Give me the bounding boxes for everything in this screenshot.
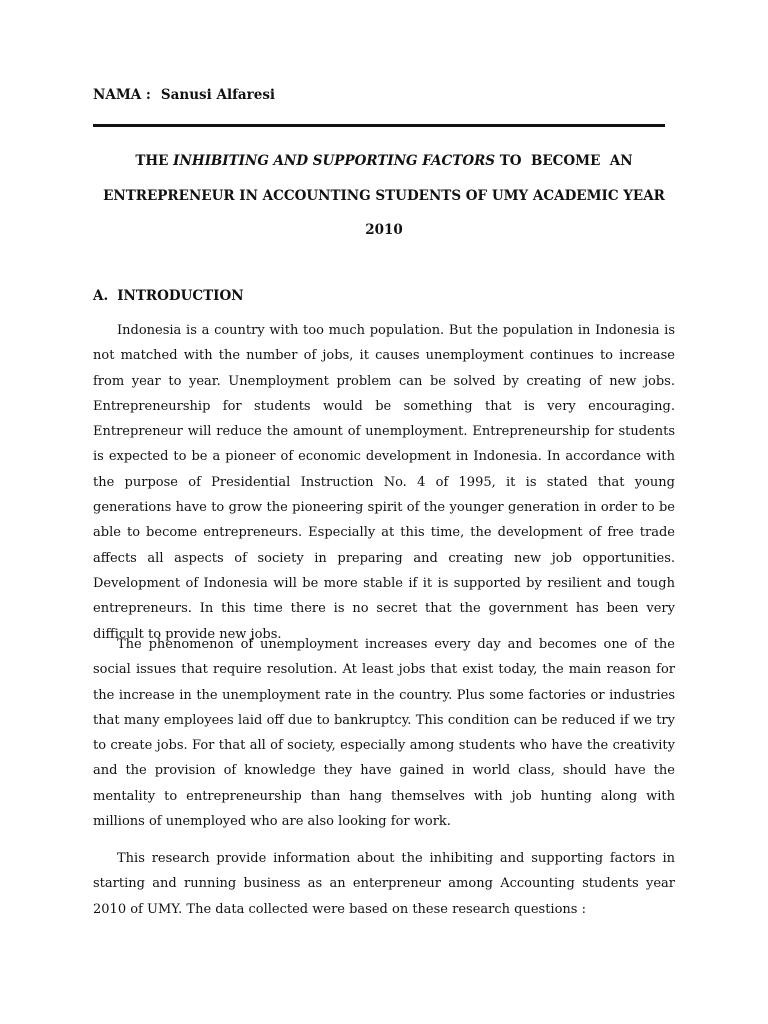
title-prefix: THE — [135, 153, 169, 169]
section-heading — [93, 288, 244, 304]
title-line1-suffix: TO BECOME AN — [499, 153, 633, 169]
paragraph-1: Indonesia is a country with too much population. But the population in Indonesia is not matched with the number of jobs, it causes unemployment continues to increase from year to year. Unemployment problem can be solved by creating of new jobs. Entrepreneurship for students would be something that is very encouraging. Entrepreneur will reduce the amount of unemployment. Entrepreneurship for students is expected to be a pioneer of economic development in Indonesia. In accordance with the purpose of Presidential Instruction No. 4 of 1995, it is stated that young generations have to grow the pioneering spirit of the younger generation in order to be able to become entrepreneurs. Especially at this time, the development of free trade affects all aspects of society in preparing and creating new job opportunities. Development of Indonesia will be more stable if it is supported by resilient and tough entrepreneurs. In this time there is no secret that the government has been very difficult to provide new jobs. — [93, 323, 675, 642]
document-title-line-3: 2010 — [365, 222, 403, 238]
author-line — [93, 87, 275, 103]
document-title-line-2: ENTREPRENEUR IN ACCOUNTING STUDENTS OF UMY ACADEMIC YEAR — [103, 188, 665, 204]
author-label: NAMA : — [93, 87, 151, 103]
section-letter: A. — [93, 288, 109, 304]
header-divider — [93, 124, 665, 127]
paragraph-3: This research provide information about the inhibiting and supporting factors in starting and running business as an enterpreneur among Accounting students year 2010 of UMY. The data collected were based on these research questions : — [93, 851, 675, 917]
section-title: INTRODUCTION — [117, 288, 244, 304]
title-italic-part: INHIBITING AND SUPPORTING FACTORS — [173, 153, 496, 169]
paragraph-2: The phenomenon of unemployment increases every day and becomes one of the social issues that require resolution. At least jobs that exist today, the main reason for the increase in the unemployment rate in the country. Plus some factories or industries that many employees laid off due to bankruptcy. This condition can be reduced if we try to create jobs. For that all of society, especially among students who have the creativity and the provision of knowledge they have gained in world class, should have the mentality to entrepreneurship than hang themselves with job hunting along with millions of unemployed who are also looking for work. — [93, 637, 675, 830]
author-name: Sanusi Alfaresi — [160, 87, 276, 103]
document-title-line-1 — [93, 153, 675, 169]
